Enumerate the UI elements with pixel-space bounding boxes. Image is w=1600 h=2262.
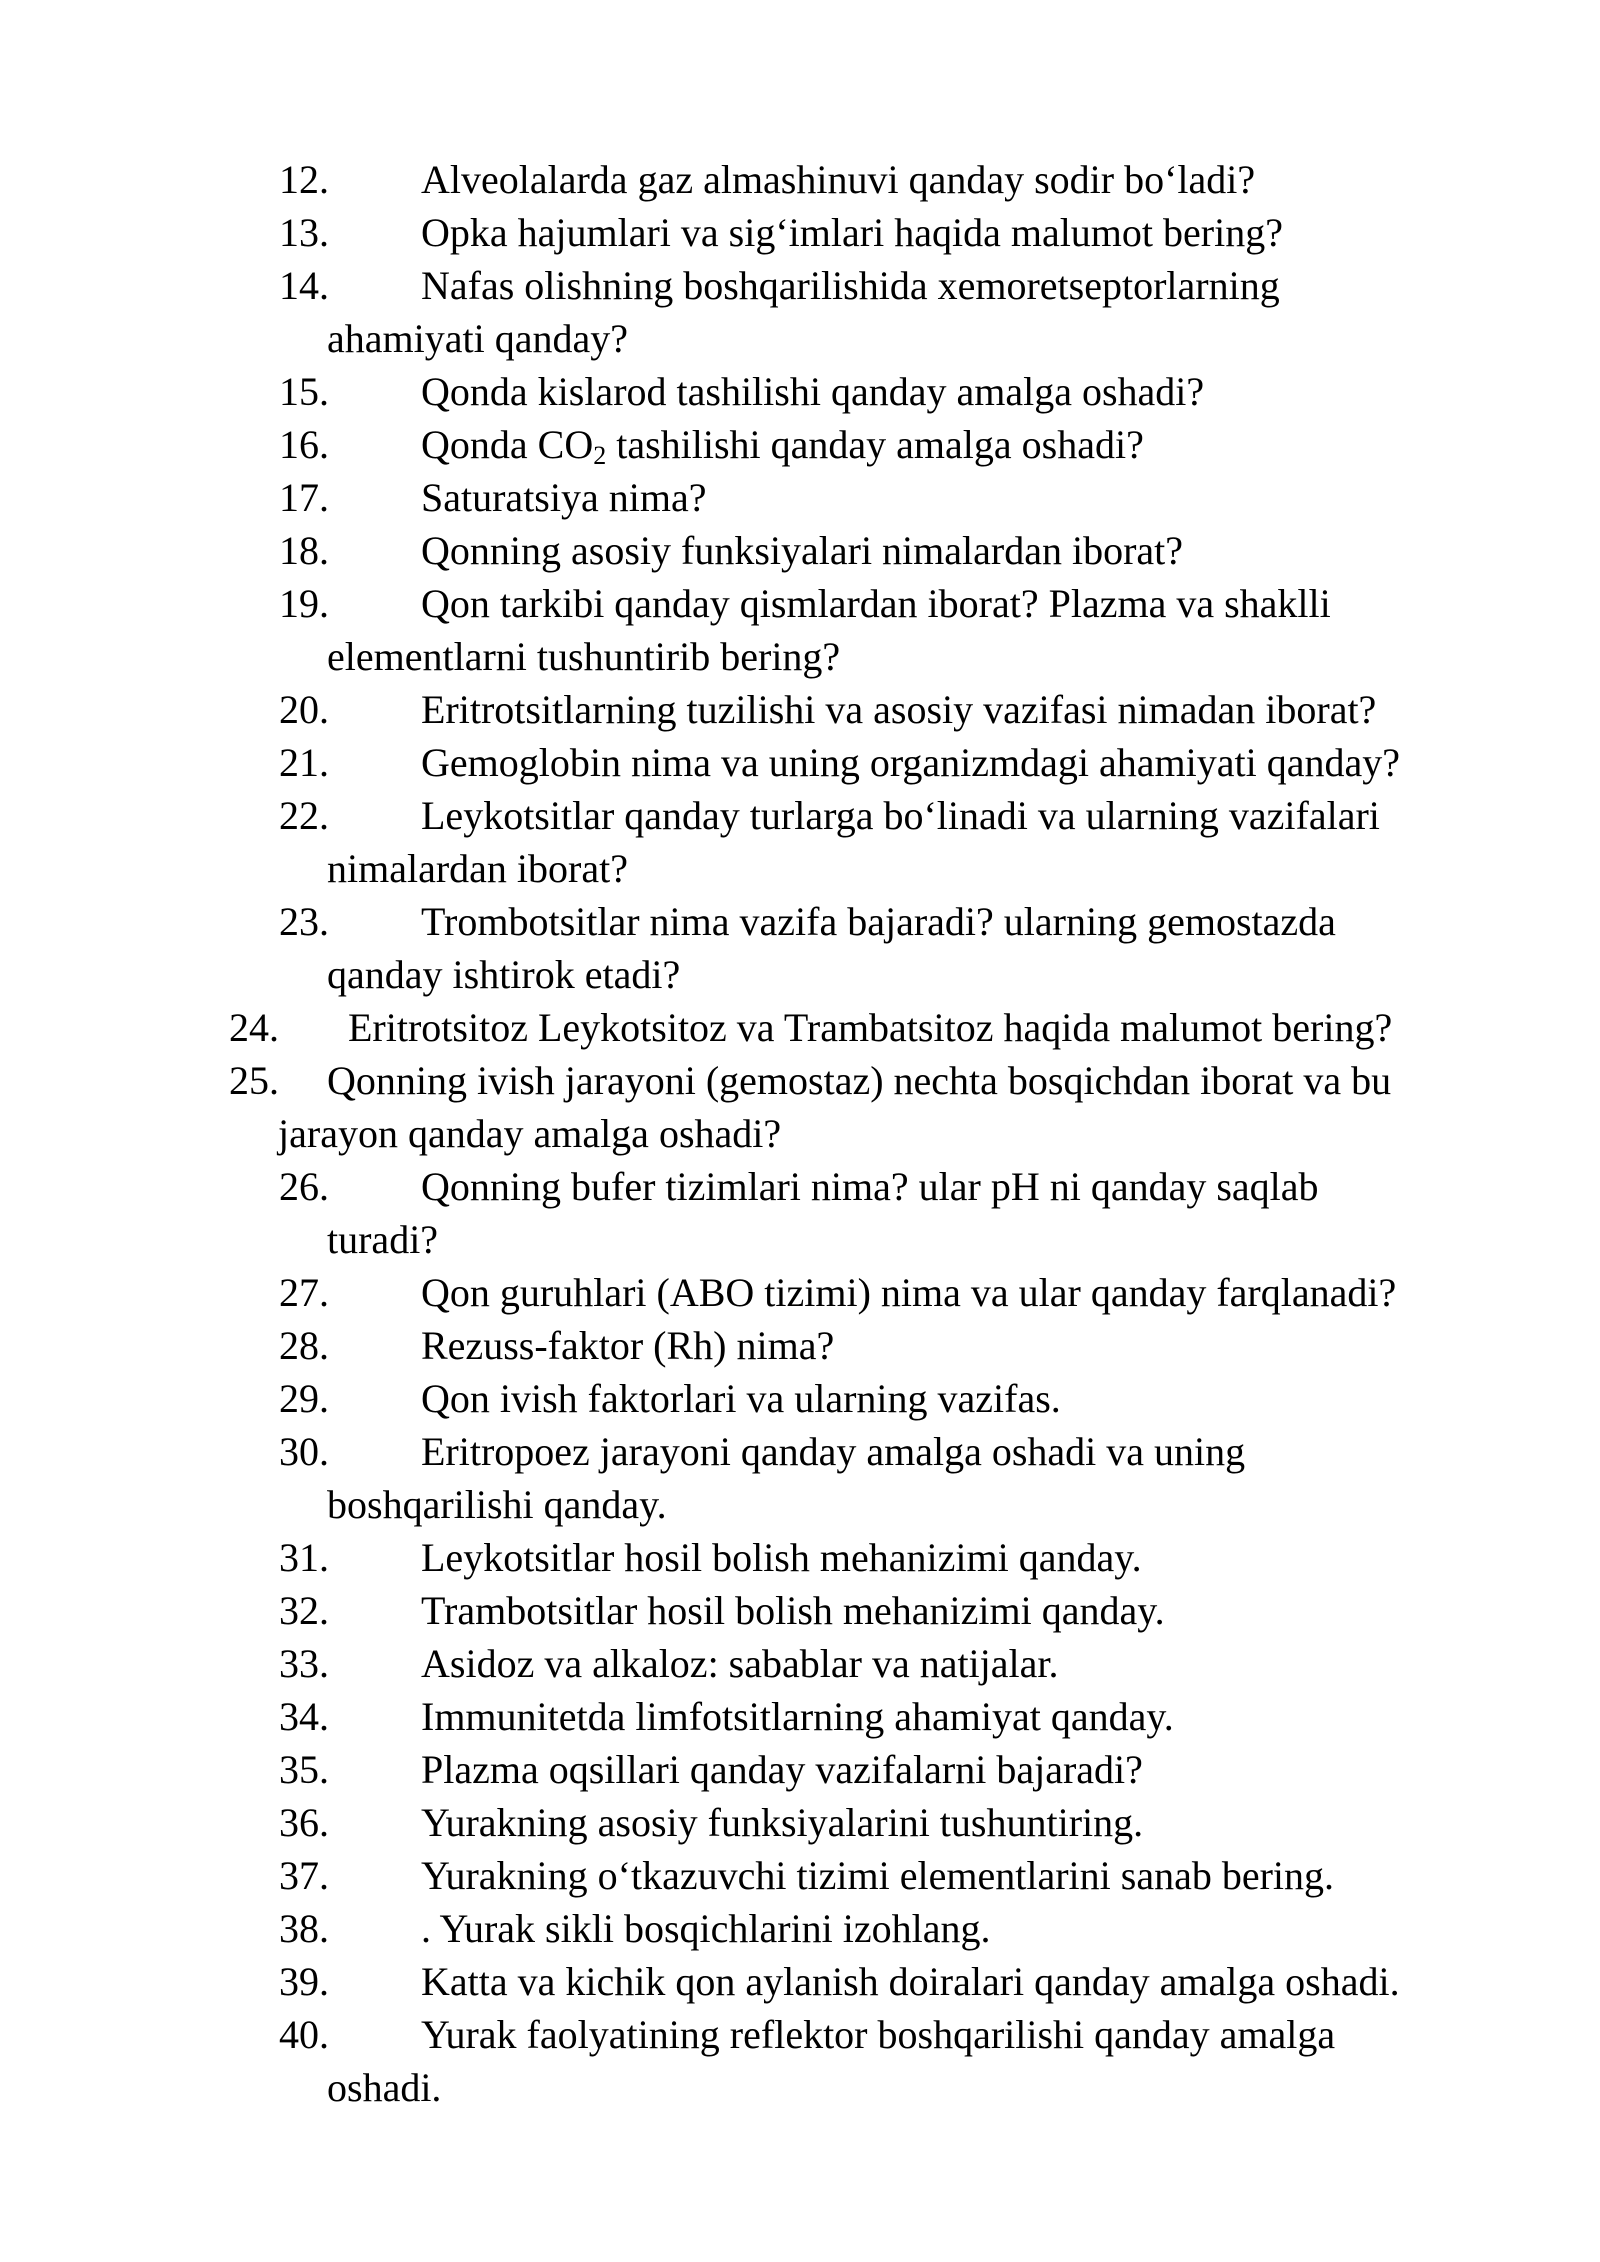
list-item-line (0, 365, 1600, 418)
item-number: 40. (279, 2012, 329, 2057)
list-item (0, 1902, 1600, 1955)
item-text: Leykotsitlar hosil bolish mehanizimi qanday. (421, 1535, 1142, 1580)
list-item (0, 1531, 1600, 1584)
item-number: 32. (279, 1588, 329, 1633)
item-text: Yurak faolyatining reflektor boshqarilishi qanday amalga (421, 2012, 1336, 2057)
item-number: 33. (279, 1641, 329, 1686)
item-text: Qonning bufer tizimlari nima? ular pH ni qanday saqlab (421, 1164, 1319, 1209)
list-item (0, 1054, 1600, 1160)
item-number: 34. (279, 1694, 329, 1739)
item-number: 17. (279, 475, 329, 520)
list-item (0, 471, 1600, 524)
item-text: Eritrotsitoz Leykotsitoz va Trambatsitoz haqida malumot bering? (348, 1005, 1393, 1050)
item-text-before: Qonda CO (421, 422, 594, 467)
item-text-continuation: jarayon qanday amalga oshadi? (278, 1111, 782, 1156)
list-item (0, 1849, 1600, 1902)
list-item-continuation (0, 1107, 1600, 1160)
list-item-line (0, 1266, 1600, 1319)
list-item (0, 153, 1600, 206)
list-item-continuation (0, 1213, 1600, 1266)
item-number: 25. (229, 1058, 279, 1103)
item-number: 39. (279, 1959, 329, 2004)
item-number: 23. (279, 899, 329, 944)
list-item-continuation (0, 948, 1600, 1001)
list-item-line (0, 1690, 1600, 1743)
item-text: Trambotsitlar hosil bolish mehanizimi qanday. (421, 1588, 1165, 1633)
item-text: Leykotsitlar qanday turlarga bo‘linadi va ularning vazifalari (421, 793, 1380, 838)
list-item-line (0, 1584, 1600, 1637)
item-number: 24. (229, 1005, 279, 1050)
item-number: 13. (279, 210, 329, 255)
item-number: 18. (279, 528, 329, 573)
list-item (0, 259, 1600, 365)
subscript: 2 (593, 441, 607, 470)
item-text: Qonning asosiy funksiyalari nimalardan iborat? (421, 528, 1184, 573)
item-number: 15. (279, 369, 329, 414)
list-item (0, 1955, 1600, 2008)
list-item-line (0, 2008, 1600, 2061)
item-number: 36. (279, 1800, 329, 1845)
item-number: 30. (279, 1429, 329, 1474)
item-text: Asidoz va alkaloz: sabablar va natijalar. (421, 1641, 1059, 1686)
list-item-line (0, 1902, 1600, 1955)
list-item (0, 418, 1600, 471)
item-text: Eritrotsitlarning tuzilishi va asosiy vazifasi nimadan iborat? (421, 687, 1377, 732)
list-item (0, 206, 1600, 259)
list-item (0, 1319, 1600, 1372)
list-item-line (0, 259, 1600, 312)
list-item-line (0, 471, 1600, 524)
item-text: Qon ivish faktorlari va ularning vazifas. (421, 1376, 1061, 1421)
item-text-continuation: turadi? (327, 1217, 439, 1262)
item-number: 21. (279, 740, 329, 785)
list-item-line (0, 1054, 1600, 1107)
list-item (0, 365, 1600, 418)
list-item (0, 1743, 1600, 1796)
list-item-line (0, 524, 1600, 577)
item-text: Saturatsiya nima? (421, 475, 707, 520)
list-item (0, 895, 1600, 1001)
list-item (0, 683, 1600, 736)
list-item-line (0, 1319, 1600, 1372)
item-number: 20. (279, 687, 329, 732)
list-item-line (0, 736, 1600, 789)
list-item-line (0, 1796, 1600, 1849)
list-item-line (0, 1637, 1600, 1690)
list-item-line (0, 418, 1600, 471)
list-item (0, 1425, 1600, 1531)
item-number: 35. (279, 1747, 329, 1792)
list-item-continuation (0, 2061, 1600, 2114)
list-item-line (0, 683, 1600, 736)
item-number: 29. (279, 1376, 329, 1421)
item-text: Yurakning asosiy funksiyalarini tushuntiring. (421, 1800, 1144, 1845)
item-number: 19. (279, 581, 329, 626)
item-number: 22. (279, 793, 329, 838)
item-number: 37. (279, 1853, 329, 1898)
item-text-continuation: oshadi. (327, 2065, 442, 2110)
list-item-line (0, 1372, 1600, 1425)
item-text-after: tashilishi qanday amalga oshadi? (606, 422, 1144, 467)
item-text: Qonning ivish jarayoni (gemostaz) nechta bosqichdan iborat va bu (327, 1058, 1392, 1103)
item-number: 27. (279, 1270, 329, 1315)
list-item-line (0, 206, 1600, 259)
list-item (0, 1001, 1600, 1054)
item-text: Alveolalarda gaz almashinuvi qanday sodir bo‘ladi? (421, 157, 1256, 202)
item-text: Gemoglobin nima va uning organizmdagi ahamiyati qanday? (421, 740, 1401, 785)
list-item-line (0, 1531, 1600, 1584)
item-text: Plazma oqsillari qanday vazifalarni bajaradi? (421, 1747, 1143, 1792)
list-item-continuation (0, 1478, 1600, 1531)
list-item-line (0, 789, 1600, 842)
list-item (0, 1372, 1600, 1425)
list-item (0, 1637, 1600, 1690)
item-text-continuation: nimalardan iborat? (327, 846, 628, 891)
item-text-continuation: elementlarni tushuntirib bering? (327, 634, 841, 679)
list-item (0, 1584, 1600, 1637)
list-item (0, 524, 1600, 577)
list-item (0, 577, 1600, 683)
item-text: Trombotsitlar nima vazifa bajaradi? ularning gemostazda (421, 899, 1336, 944)
item-text: Qon guruhlari (ABO tizimi) nima va ular qanday farqlanadi? (421, 1270, 1397, 1315)
list-item-continuation (0, 630, 1600, 683)
item-text-continuation: ahamiyati qanday? (327, 316, 628, 361)
list-item-line (0, 1160, 1600, 1213)
list-item (0, 789, 1600, 895)
list-item-line (0, 1425, 1600, 1478)
item-text: Nafas olishning boshqarilishida xemoretseptorlarning (421, 263, 1280, 308)
item-number: 38. (279, 1906, 329, 1951)
list-item-continuation (0, 312, 1600, 365)
list-item-line (0, 577, 1600, 630)
list-item-line (0, 1955, 1600, 2008)
list-item-line (0, 895, 1600, 948)
list-item (0, 1690, 1600, 1743)
list-item-line (0, 1001, 1600, 1054)
question-list (0, 153, 1600, 2114)
item-text: Rezuss-faktor (Rh) nima? (421, 1323, 835, 1368)
item-text: Qon tarkibi qanday qismlardan iborat? Plazma va shaklli (421, 581, 1331, 626)
item-number: 26. (279, 1164, 329, 1209)
item-number: 14. (279, 263, 329, 308)
item-text-continuation: boshqarilishi qanday. (327, 1482, 667, 1527)
list-item (0, 736, 1600, 789)
list-item-line (0, 1743, 1600, 1796)
item-number: 28. (279, 1323, 329, 1368)
item-text-continuation: qanday ishtirok etadi? (327, 952, 681, 997)
list-item (0, 2008, 1600, 2114)
item-text: Opka hajumlari va sig‘imlari haqida malumot bering? (421, 210, 1283, 255)
item-text: Eritropoez jarayoni qanday amalga oshadi va uning (421, 1429, 1246, 1474)
item-text: Qonda kislarod tashilishi qanday amalga oshadi? (421, 369, 1205, 414)
item-text: Immunitetda limfotsitlarning ahamiyat qanday. (421, 1694, 1174, 1739)
item-text: . Yurak sikli bosqichlarini izohlang. (421, 1906, 991, 1951)
item-number: 16. (279, 422, 329, 467)
list-item-continuation (0, 842, 1600, 895)
list-item (0, 1796, 1600, 1849)
item-number: 31. (279, 1535, 329, 1580)
list-item-line (0, 1849, 1600, 1902)
list-item-line (0, 153, 1600, 206)
item-text (421, 418, 1144, 471)
item-text: Katta va kichik qon aylanish doiralari qanday amalga oshadi. (421, 1959, 1400, 2004)
item-text: Yurakning o‘tkazuvchi tizimi elementlarini sanab bering. (421, 1853, 1335, 1898)
item-number: 12. (279, 157, 329, 202)
list-item (0, 1266, 1600, 1319)
list-item (0, 1160, 1600, 1266)
